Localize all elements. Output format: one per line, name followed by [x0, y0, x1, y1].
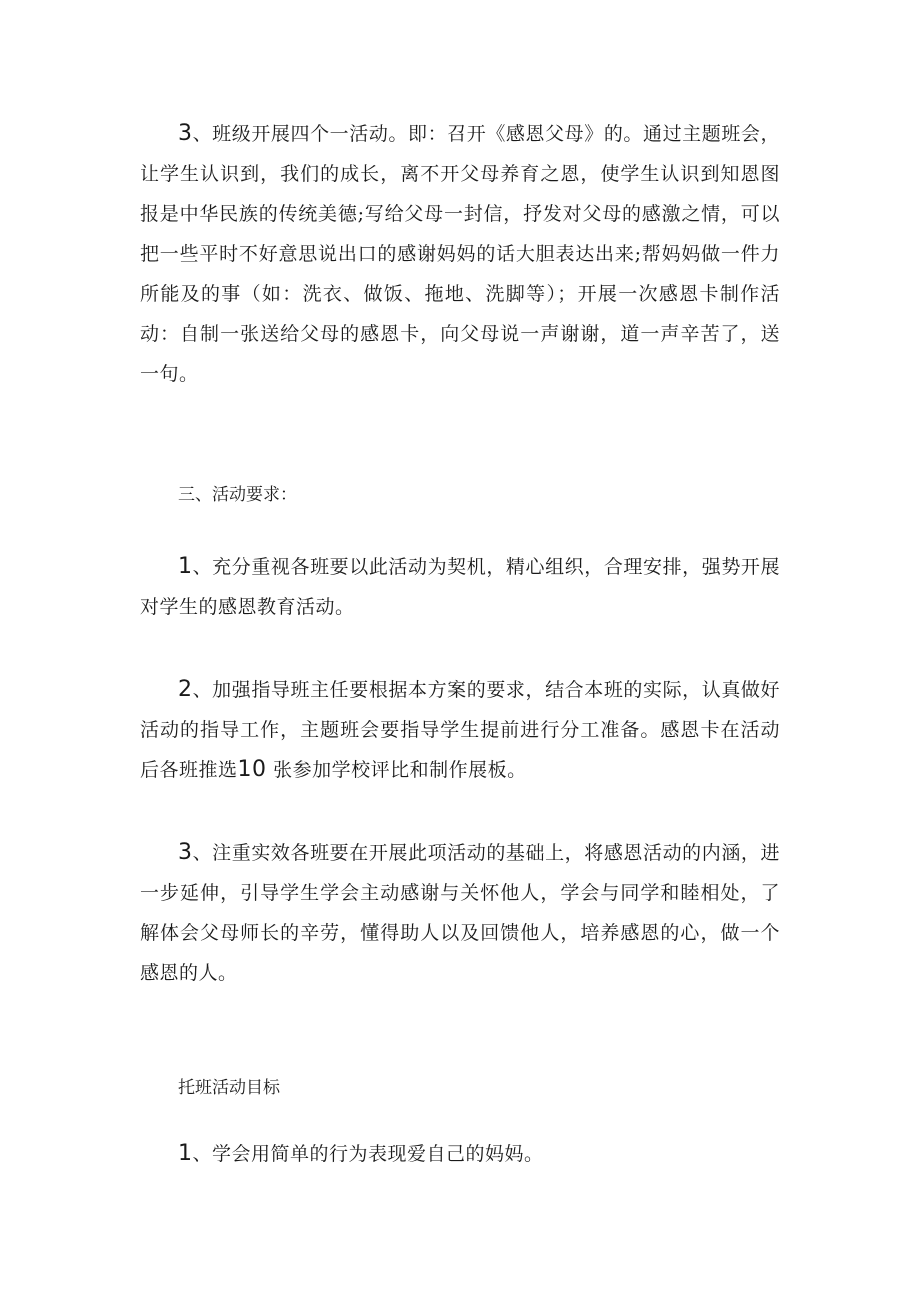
item-number: 1 [178, 1141, 193, 1166]
paragraph-text: 、充分重视各班要以此活动为契机，精心组织，合理安排，强势开展对学生的感恩教育活动。 [140, 556, 780, 618]
paragraph-text: 、学会用简单的行为表现爱自己的妈妈。 [192, 1143, 544, 1165]
requirement-item-3 [140, 833, 780, 993]
paragraph-text: 、注重实效各班要在开展此项活动的基础上，将感恩活动的内涵，进一步延伸，引导学生学会主动感谢与关怀他人，学会与同学和睦相处，了解体会父母师长的辛劳，懂得助人以及回馈他人，培养感恩的心，做一个感恩的人。 [140, 842, 780, 984]
paragraph-four-activities [140, 114, 780, 394]
item-number: 1 [178, 554, 193, 579]
requirement-item-1 [140, 547, 780, 627]
card-count: 10 [237, 757, 267, 782]
requirement-item-2 [140, 670, 780, 790]
item-number: 3 [178, 840, 193, 865]
paragraph-text: 、班级开展四个一活动。即：召开《感恩父母》的。通过主题班会，让学生认识到，我们的成长，离不开父母养育之恩，使学生认识到知恩图报是中华民族的传统美德;写给父母一封信，抒发对父母的感激之情，可以把一些平时不好意思说出口的感谢妈妈的话大胆表达出来;帮妈妈做一件力所能及的事（如：洗衣、做饭、拖地、洗脚等）；开展一次感恩卡制作活动：自制一张送给父母的感恩卡，向父母说一声谢谢，道一声辛苦了，送一句。 [140, 123, 780, 385]
paragraph-text: 、加强指导班主任要根据本方案的要求，结合本班的实际，认真做好活动的指导工作，主题班会要指导学生提前进行分工准备。感恩卡在活动后各班推选 [140, 679, 780, 781]
goal-item-1 [140, 1134, 780, 1174]
item-number: 2 [178, 677, 193, 702]
section-heading-goals: 托班活动目标 [178, 1078, 280, 1098]
paragraph-text: 张参加学校评比和制作展板。 [273, 759, 527, 781]
item-number: 3 [178, 121, 193, 146]
section-heading-requirements: 三、活动要求： [178, 485, 297, 505]
